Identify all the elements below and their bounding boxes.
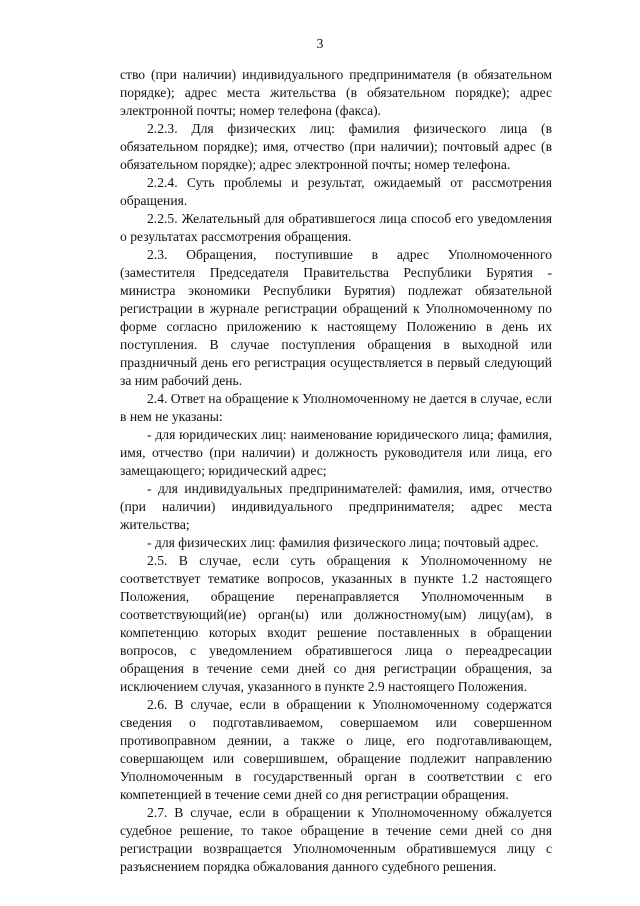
list-item-entrepreneurs: - для индивидуальных предпринимателей: фамилия, имя, отчество (при наличии) индивидуального предпринимателя; адрес места жительства; — [120, 481, 552, 532]
paragraph-2-2-5: 2.2.5. Желательный для обратившегося лица способ его уведомления о результатах рассмотрения обращения. — [120, 211, 552, 244]
list-item-legal-entities: - для юридических лиц: наименование юридического лица; фамилия, имя, отчество (при наличии) и должность руководителя или лица, его замещающего; юридический адрес; — [120, 427, 552, 478]
paragraph-2-2-4: 2.2.4. Суть проблемы и результат, ожидаемый от рассмотрения обращения. — [120, 175, 552, 208]
paragraph-2-2-3: 2.2.3. Для физических лиц: фамилия физического лица (в обязательном порядке); имя, отчество (при наличии); почтовый адрес (в обязательном порядке); адрес электронной почты; номер телефона. — [120, 121, 552, 172]
paragraph-2-4: 2.4. Ответ на обращение к Уполномоченному не дается в случае, если в нем не указаны: — [120, 391, 552, 424]
list-item-individuals: - для физических лиц: фамилия физического лица; почтовый адрес. — [147, 535, 539, 550]
paragraph-contact-continuation: ство (при наличии) индивидуального предпринимателя (в обязательном порядке); адрес места жительства (в обязательном порядке); адрес электронной почты; номер телефона (факса). — [120, 67, 552, 118]
page-number: 3 — [316, 36, 324, 51]
document-body — [120, 66, 552, 876]
paragraph-2-7: 2.7. В случае, если в обращении к Уполномоченному обжалуется судебное решение, то такое обращение в течение семи дней со дня регистрации возвращается Уполномоченным обратившемуся лицу с разъяснением порядка обжалования данного судебного решения. — [120, 805, 552, 874]
paragraph-2-5: 2.5. В случае, если суть обращения к Уполномоченному не соответствует тематике вопросов, указанных в пункте 1.2 настоящего Положения, обращение перенаправляется Уполномоченным в соответствующий(ие) орган(ы) или должностному(ым) лицу(ам), в компетенцию которых входит решение поставленных в обращении вопросов, с уведомлением обратившегося лица о переадресации обращения в течение семи дней со дня регистрации обращения, за исключением случая, указанного в пункте 2.9 настоящего Положения. — [120, 553, 552, 694]
paragraph-2-6: 2.6. В случае, если в обращении к Уполномоченному содержатся сведения о подготавливаемом, совершаемом или совершенном противоправном деянии, а также о лице, его подготавливающем, совершающем или совершившем, обращение подлежит направлению Уполномоченным в государственный орган в соответствии с его компетенцией в течение семи дней со дня регистрации обращения. — [120, 697, 552, 802]
paragraph-2-3: 2.3. Обращения, поступившие в адрес Уполномоченного (заместителя Председателя Правительства Республики Бурятия - министра экономики Республики Бурятия) подлежат обязательной регистрации в журнале регистрации обращений к Уполномоченному по форме согласно приложению к настоящему Положению в день их поступления. В случае поступления обращения в выходной или праздничный день его регистрация осуществляется в первый следующий за ним рабочий день. — [120, 247, 552, 388]
